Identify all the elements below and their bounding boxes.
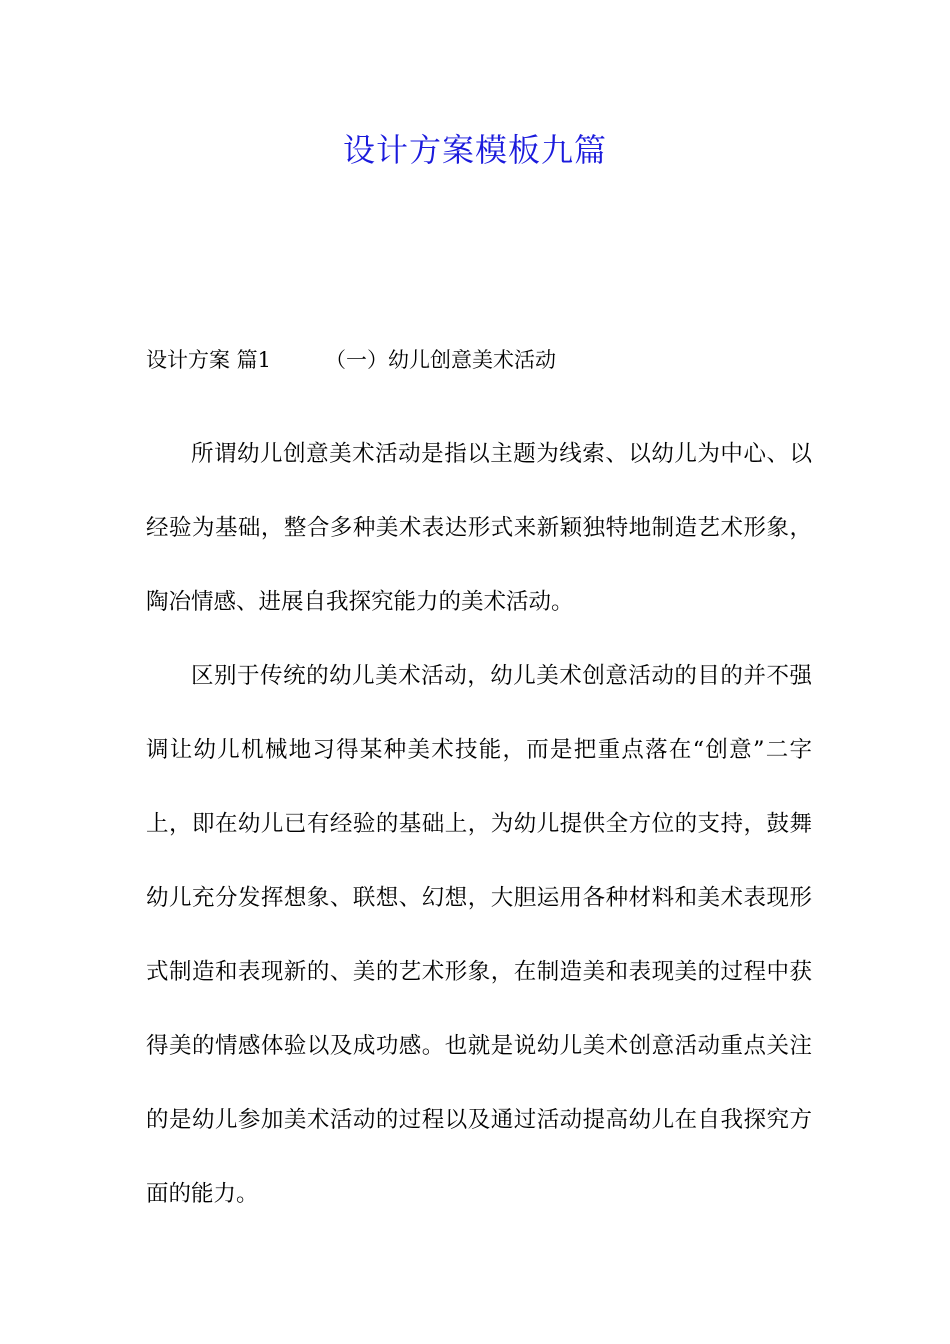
section-heading: （一）幼儿创意美术活动 [325,348,557,372]
paragraph-1: 所谓幼儿创意美术活动是指以主题为线索、以幼儿为中心、以经验为基础，整合多种美术表达形式来新颖独特地制造艺术形象，陶冶情感、进展自我探究能力的美术活动。 [146,441,812,615]
section-label: 设计方案 篇1 [146,348,272,372]
paragraph-2: 区别于传统的幼儿美术活动，幼儿美术创意活动的目的并不强调让幼儿机械地习得某种美术技能，而是把重点落在“创意”二字上，即在幼儿已有经验的基础上，为幼儿提供全方位的支持，鼓舞幼儿充分发挥想象、联想、幻想，大胆运用各种材料和美术表现形式制造和表现新的、美的艺术形象，在制造美和表现美的过程中获得美的情感体验以及成功感。也就是说幼儿美术创意活动重点关注的是幼儿参加美术活动的过程以及通过活动提高幼儿在自我探究方面的能力。 [146,663,812,1207]
section-header [146,343,556,377]
document-title: 设计方案模板九篇 [342,131,607,169]
document-body [146,417,812,1231]
